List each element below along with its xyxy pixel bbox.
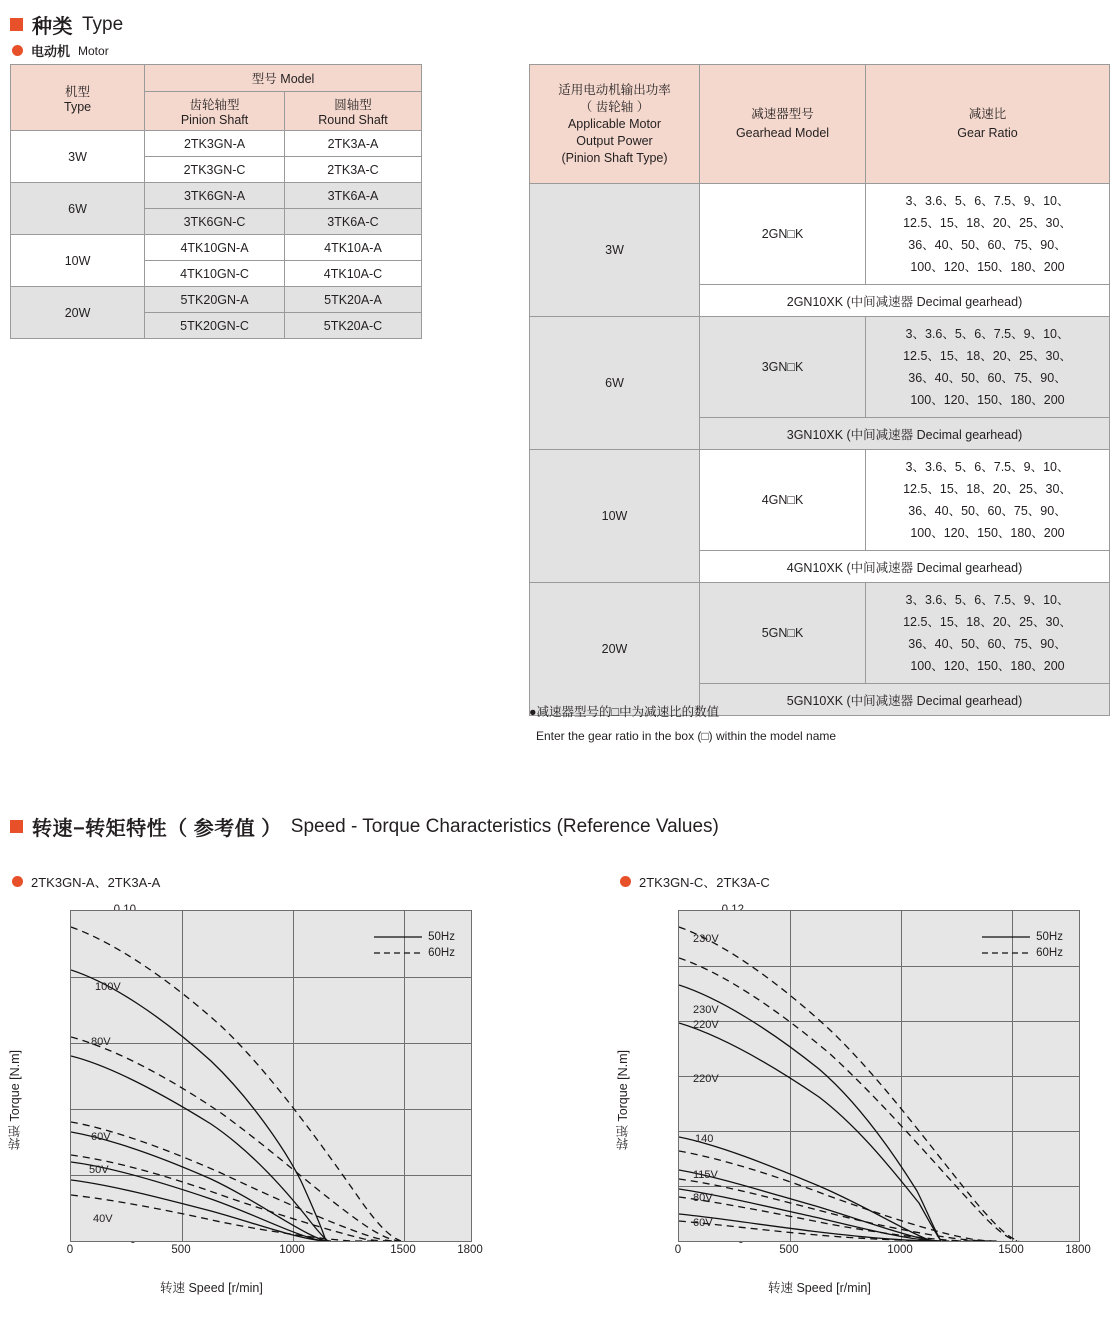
header-model: [145, 65, 422, 92]
ratio-line: 36、40、50、60、75、90、: [908, 504, 1067, 518]
cell-pinion: 2TK3GN-C: [145, 157, 285, 183]
chart1-title: [12, 872, 160, 891]
header-round-en: Round Shaft: [318, 113, 388, 127]
cell-type: 3W: [11, 131, 145, 183]
legend-item: [374, 929, 455, 945]
curve-label-115v: 115V: [693, 1169, 718, 1181]
chart1-xtick: 1800: [457, 1244, 483, 1256]
legend-dashed-line-icon: [982, 948, 1030, 958]
speed-torque-chart-1: [0, 900, 540, 1320]
cell-power: 6W: [530, 317, 700, 450]
header-model-cn: 型号: [251, 72, 277, 86]
ratio-line: 36、40、50、60、75、90、: [908, 637, 1067, 651]
subsection-title-cn: 电动机: [31, 44, 71, 59]
table-row: [530, 583, 1110, 684]
chart2-xtick: 0: [674, 1244, 682, 1256]
chart1-xtick: 0: [66, 1244, 74, 1256]
header-type-cn: 机型: [65, 84, 91, 99]
cell-pinion: 3TK6GN-C: [145, 209, 285, 235]
ratio-line: 12.5、15、18、20、25、30、: [903, 349, 1072, 363]
curve-label-60v: 60V: [693, 1217, 713, 1229]
header-gearhead-en: Gearhead Model: [735, 126, 830, 140]
cell-pinion: 4TK10GN-A: [145, 235, 285, 261]
header-pinion: [145, 92, 285, 131]
table-row: [11, 287, 422, 313]
curve-label-100v: 100V: [95, 981, 121, 993]
table-row: [11, 131, 422, 157]
ratio-line: 3、3.6、5、6、7.5、9、10、: [905, 593, 1070, 607]
table-header-row: [530, 65, 1110, 184]
chart2-legend: [982, 929, 1063, 961]
cell-gear-ratio: [866, 583, 1110, 684]
header-applicable-power: [530, 65, 700, 184]
chart1-xtick: 1500: [390, 1244, 416, 1256]
curve-label-220v-50hz: 220V: [693, 1073, 719, 1085]
section-type-heading: [10, 10, 123, 39]
chart2-title: [620, 872, 770, 891]
cell-round: 2TK3A-C: [284, 157, 421, 183]
table-row: [530, 184, 1110, 285]
dot-bullet-icon: [12, 876, 23, 887]
section-title-cn: 种类: [32, 16, 73, 38]
ratio-line: 100、120、150、180、200: [910, 393, 1065, 407]
cell-power: 3W: [530, 184, 700, 317]
header-gear-ratio: [866, 65, 1110, 184]
ratio-line: 3、3.6、5、6、7.5、9、10、: [905, 460, 1070, 474]
header-type: [11, 65, 145, 131]
chart2-title-text: 2TK3GN-C、2TK3A-C: [639, 875, 770, 890]
chart2-xtick: 1500: [998, 1244, 1024, 1256]
cell-gear-ratio: [866, 317, 1110, 418]
cell-decimal-gearhead: 2GN10XK (中间减速器 Decimal gearhead): [700, 285, 1110, 317]
dot-bullet-icon: [12, 45, 23, 56]
ratio-line: 3、3.6、5、6、7.5、9、10、: [905, 194, 1070, 208]
header-gearhead-model: [700, 65, 866, 184]
table-row: [11, 235, 422, 261]
dot-bullet-icon: [620, 876, 631, 887]
header-power-cn1: 适用电动机输出功率: [558, 82, 671, 97]
motor-model-table: [10, 64, 422, 339]
header-ratio-en: Gear Ratio: [957, 126, 1018, 140]
curve-label-50v: 50V: [89, 1164, 109, 1176]
header-gearhead-cn: 减速器型号: [751, 107, 814, 121]
legend-label: 50Hz: [1036, 931, 1063, 943]
cell-decimal-gearhead: 3GN10XK (中间减速器 Decimal gearhead): [700, 418, 1110, 450]
ratio-line: 100、120、150、180、200: [910, 526, 1065, 540]
legend-label: 60Hz: [428, 947, 455, 959]
legend-solid-line-icon: [374, 932, 422, 942]
cell-pinion: 5TK20GN-C: [145, 313, 285, 339]
chart2-plot-area: [678, 910, 1080, 1242]
legend-dashed-line-icon: [374, 948, 422, 958]
ratio-line: 36、40、50、60、75、90、: [908, 371, 1067, 385]
note-cn: ●减速器型号的□中为减速比的数值: [529, 705, 720, 719]
chart2-xtick: 500: [779, 1244, 799, 1256]
table-header-row: [11, 65, 422, 92]
header-type-en: Type: [64, 99, 92, 114]
legend-label: 60Hz: [1036, 947, 1063, 959]
note-en: Enter the gear ratio in the box (□) within the model name: [536, 729, 837, 743]
header-round-cn: 圆轴型: [334, 98, 372, 112]
curve-label-140: 140: [695, 1133, 714, 1145]
cell-type: 20W: [11, 287, 145, 339]
cell-gearhead: 2GN□K: [700, 184, 866, 285]
square-bullet-icon: [10, 820, 23, 833]
table-row: [530, 317, 1110, 418]
curve-label-60v: 60V: [91, 1131, 111, 1143]
ratio-line: 12.5、15、18、20、25、30、: [903, 482, 1072, 496]
chart1-title-text: 2TK3GN-A、2TK3A-A: [31, 875, 161, 890]
cell-pinion: 4TK10GN-C: [145, 261, 285, 287]
header-ratio-cn: 减速比: [968, 107, 1007, 121]
cell-round: 5TK20A-A: [284, 287, 421, 313]
ratio-line: 100、120、150、180、200: [910, 659, 1065, 673]
table-row: [530, 450, 1110, 551]
subsection-motor-heading: [12, 41, 109, 60]
curve-label-40v: 40V: [93, 1213, 113, 1225]
curve-label-80v: 80V: [693, 1192, 713, 1204]
cell-round: 3TK6A-C: [284, 209, 421, 235]
cell-decimal-gearhead: 5GN10XK (中间减速器 Decimal gearhead): [700, 684, 1110, 716]
table-row: [11, 183, 422, 209]
cell-round: 5TK20A-C: [284, 313, 421, 339]
legend-item: [982, 945, 1063, 961]
cell-gearhead: 5GN□K: [700, 583, 866, 684]
cell-round: 3TK6A-A: [284, 183, 421, 209]
header-pinion-cn: 齿轮轴型: [189, 98, 240, 112]
cell-type: 6W: [11, 183, 145, 235]
curve-label-220v-60hz: 220V: [693, 1019, 719, 1031]
cell-pinion: 3TK6GN-A: [145, 183, 285, 209]
cell-power: 20W: [530, 583, 700, 716]
chart2-xtick: 1800: [1065, 1244, 1091, 1256]
square-bullet-icon: [10, 18, 23, 31]
cell-round: 4TK10A-A: [284, 235, 421, 261]
chart1-xtick: 500: [171, 1244, 191, 1256]
ratio-line: 36、40、50、60、75、90、: [908, 238, 1067, 252]
header-power-en1: Applicable Motor: [567, 116, 662, 131]
curve-label-230v-60hz: 230V: [693, 933, 719, 945]
section-speed-torque-heading: [10, 812, 719, 841]
cell-round: 2TK3A-A: [284, 131, 421, 157]
chart1-legend: [374, 929, 455, 961]
ratio-line: 12.5、15、18、20、25、30、: [903, 615, 1072, 629]
chart2-xtick: 1000: [887, 1244, 913, 1256]
cell-type: 10W: [11, 235, 145, 287]
chart1-xlabel: 转速 Speed [r/min]: [160, 1281, 263, 1295]
header-round: [284, 92, 421, 131]
legend-item: [374, 945, 455, 961]
section2-title-cn: 转速−转矩特性（ 参考值 ）: [32, 818, 282, 840]
cell-power: 10W: [530, 450, 700, 583]
chart1-ylabel: 转矩 Torque [N.m]: [8, 1050, 22, 1151]
curve-label-230v-50hz: 230V: [693, 1004, 719, 1016]
chart1-plot-area: [70, 910, 472, 1242]
legend-label: 50Hz: [428, 931, 455, 943]
legend-item: [982, 929, 1063, 945]
header-power-en2: Output Power: [576, 133, 653, 148]
header-power-cn2: （ 齿轮轴 ）: [579, 99, 650, 114]
header-power-en3: (Pinion Shaft Type): [561, 150, 668, 165]
subsection-title-en: Motor: [78, 43, 109, 58]
ratio-line: 100、120、150、180、200: [910, 260, 1065, 274]
cell-gearhead: 4GN□K: [700, 450, 866, 551]
cell-gear-ratio: [866, 184, 1110, 285]
chart2-ylabel: 转矩 Torque [N.m]: [616, 1050, 630, 1151]
cell-gear-ratio: [866, 450, 1110, 551]
chart2-xlabel: 转速 Speed [r/min]: [768, 1281, 871, 1295]
cell-gearhead: 3GN□K: [700, 317, 866, 418]
cell-round: 4TK10A-C: [284, 261, 421, 287]
header-pinion-en: Pinion Shaft: [180, 113, 249, 127]
section2-title-en: Speed - Torque Characteristics (Reference Values): [290, 815, 719, 837]
ratio-line: 3、3.6、5、6、7.5、9、10、: [905, 327, 1070, 341]
cell-decimal-gearhead: 4GN10XK (中间减速器 Decimal gearhead): [700, 551, 1110, 583]
ratio-line: 12.5、15、18、20、25、30、: [903, 216, 1072, 230]
section-title-en: Type: [82, 13, 124, 35]
curve-label-80v: 80V: [91, 1036, 111, 1048]
gearhead-ratio-table: [529, 64, 1110, 716]
speed-torque-chart-2: [608, 900, 1120, 1320]
cell-pinion: 2TK3GN-A: [145, 131, 285, 157]
chart1-xtick: 1000: [279, 1244, 305, 1256]
cell-pinion: 5TK20GN-A: [145, 287, 285, 313]
legend-solid-line-icon: [982, 932, 1030, 942]
header-model-en: Model: [280, 72, 315, 86]
gear-ratio-note: [529, 700, 836, 748]
